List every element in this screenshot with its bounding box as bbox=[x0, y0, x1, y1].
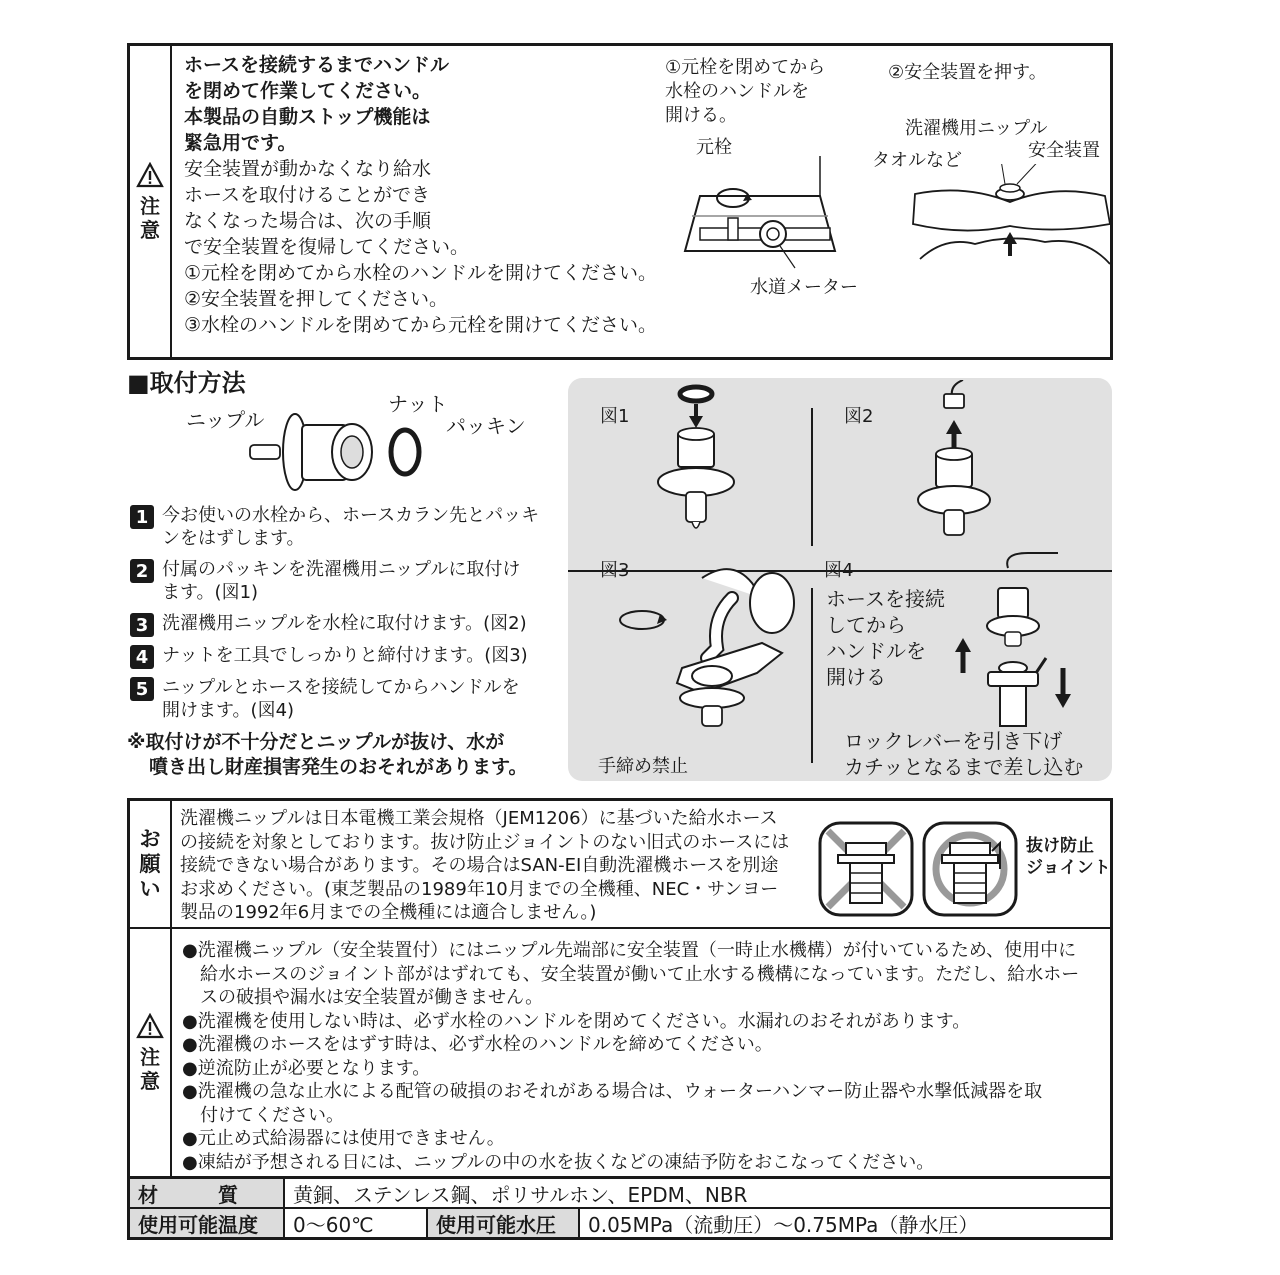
caution-label-column bbox=[130, 46, 172, 357]
request-label-char: 願 bbox=[139, 851, 161, 876]
caution-line: ③水栓のハンドルを閉めてから元栓を開けてください。 bbox=[184, 314, 658, 336]
fig4-line: 開ける bbox=[826, 665, 886, 689]
joint-label: 抜け防止 bbox=[1026, 836, 1094, 856]
safety-device-label: 安全装置 bbox=[1028, 140, 1100, 161]
spec-material-value: 黄銅、ステンレス鋼、ポリサルホン、EPDM、NBR bbox=[293, 1182, 748, 1207]
warning-triangle-icon bbox=[136, 162, 164, 188]
fig1-step-line: 水栓のハンドルを bbox=[665, 81, 809, 102]
caution-bold-line: ホースを接続するまでハンドル bbox=[184, 54, 450, 76]
request-line: お求めください。(東芝製品の1989年10月までの全機種、NEC・サンヨー bbox=[180, 878, 779, 900]
part-nipple-label: ニップル bbox=[186, 408, 265, 432]
request-line: 接続できない場合があります。その場合はSAN-EI自動洗濯機ホースを別途 bbox=[180, 855, 779, 876]
install-step bbox=[130, 612, 560, 637]
fig4-line: ハンドルを bbox=[826, 639, 926, 663]
caution-line: で安全装置を復帰してください。 bbox=[184, 236, 470, 258]
caution-label-char: 注 bbox=[140, 1044, 160, 1069]
part-packing-label: パッキン bbox=[446, 414, 526, 438]
step-number: 4 bbox=[130, 645, 154, 669]
spec-row-material bbox=[130, 1177, 1110, 1207]
install-step bbox=[130, 676, 560, 722]
spec-row-temp-pressure bbox=[130, 1207, 1110, 1237]
water-meter-label: 水道メーター bbox=[750, 277, 858, 298]
step-text: ンをはずします。 bbox=[162, 528, 305, 549]
caution-line: ①元栓を閉めてから水栓のハンドルを開けてください。 bbox=[184, 262, 658, 284]
step-number: 5 bbox=[130, 677, 154, 701]
fig2-label: 図2 bbox=[844, 406, 874, 427]
caution-label-char: 意 bbox=[140, 1068, 160, 1093]
spec-material-head: 材 質 bbox=[130, 1179, 285, 1207]
warning-triangle-icon bbox=[136, 1013, 164, 1039]
fig1-step-line: 開ける。 bbox=[665, 105, 737, 126]
caution-bullet-line: ●洗濯機を使用しない時は、必ず水栓のハンドルを閉めてください。水漏れのおそれがあります。 bbox=[182, 1010, 971, 1032]
fig4-bottom-line: カチッとなるまで差し込む bbox=[844, 755, 1084, 779]
caution-label-column bbox=[130, 929, 172, 1176]
request-label-char: お bbox=[139, 826, 161, 851]
hose-without-joint-icon bbox=[818, 821, 914, 917]
fig2-illustration bbox=[908, 380, 998, 550]
fig4-line: してから bbox=[826, 613, 906, 637]
caution-label-char: 注 bbox=[140, 193, 160, 218]
request-line: の接続を対象としております。抜け防止ジョイントのない旧式のホースには bbox=[180, 831, 790, 853]
install-warning-line: ※取付けが不十分だとニップルが抜け、水が bbox=[127, 731, 505, 753]
motosen-label: 元栓 bbox=[696, 137, 732, 158]
step-text: 今お使いの水栓から、ホースカラン先とパッキ bbox=[162, 505, 540, 526]
caution-label-char: 意 bbox=[140, 217, 160, 242]
request-label-column bbox=[130, 801, 172, 927]
fig3-illustration bbox=[612, 558, 812, 748]
joint-label: ジョイント bbox=[1026, 858, 1111, 878]
hose-with-joint-icon bbox=[922, 821, 1018, 917]
spec-temp-value: 0～60℃ bbox=[285, 1209, 428, 1237]
caution-box-top bbox=[127, 43, 1113, 360]
caution-line: ホースを取付けることができ bbox=[184, 184, 431, 206]
towel-label: タオルなど bbox=[872, 150, 962, 171]
fig2-title: ②安全装置を押す。 bbox=[888, 62, 1047, 83]
step-text: 付属のパッキンを洗濯機用ニップルに取付け bbox=[162, 559, 521, 580]
nipple-label: 洗濯機用ニップル bbox=[905, 118, 1048, 139]
caution-bold-line: 本製品の自動ストップ機能は bbox=[184, 106, 431, 128]
caution-bullet-line: ●元止め式給湯器には使用できません。 bbox=[182, 1128, 505, 1149]
fig1-label: 図1 bbox=[600, 406, 630, 427]
step-number: 2 bbox=[130, 559, 154, 583]
caution-bullet-line: ●逆流防止が必要となります。 bbox=[182, 1057, 431, 1079]
step-number: 3 bbox=[130, 613, 154, 637]
caution-bold-line: を閉めて作業してください。 bbox=[184, 80, 432, 102]
caution-bullet-line: 給水ホースのジョイント部がはずれても、安全装置が働いて止水する機構になっています。ただし、給水ホー bbox=[200, 963, 1080, 985]
parts-illustration bbox=[240, 400, 440, 500]
install-step bbox=[130, 558, 560, 604]
fig4-label: 図4 bbox=[824, 560, 854, 581]
spec-pressure-value: 0.05MPa（流動圧）～0.75MPa（静水圧） bbox=[588, 1212, 979, 1237]
install-warning-line: 噴き出し財産損害発生のおそれがあります。 bbox=[149, 756, 528, 778]
fig3-note: 手締め禁止 bbox=[598, 756, 688, 777]
caution-line: 安全装置が動かなくなり給水 bbox=[184, 158, 432, 180]
step-text: ます。(図1) bbox=[162, 582, 259, 603]
caution-bullet-line: ●洗濯機ニップル（安全装置付）にはニップル先端部に安全装置（一時止水機構）が付いているため、使用中に bbox=[182, 940, 1077, 961]
fig4-line: ホースを接続 bbox=[826, 587, 945, 611]
caution-bullet-line: ●洗濯機の急な止水による配管の破損のおそれがある場合は、ウォーターハンマー防止器や水撃低減器を取 bbox=[182, 1081, 1043, 1102]
install-heading: ■取付方法 bbox=[127, 369, 246, 397]
caution-bullet-line: ●洗濯機のホースをはずす時は、必ず水栓のハンドルを締めてください。 bbox=[182, 1034, 773, 1055]
figure-panel bbox=[568, 378, 1112, 781]
fig1-illustration bbox=[656, 382, 736, 542]
caution-bold-line: 緊急用です。 bbox=[184, 132, 297, 154]
towel-press-illustration bbox=[905, 164, 1115, 284]
caution-bullet-line: スの破損や漏水は安全装置が働きません。 bbox=[200, 987, 544, 1008]
step-number: 1 bbox=[130, 505, 154, 529]
spec-temp-head: 使用可能温度 bbox=[130, 1209, 285, 1237]
caution-bullet-line: ●凍結が予想される日には、ニップルの中の水を抜くなどの凍結予防をおこなってください。 bbox=[182, 1151, 935, 1173]
request-line: 洗濯機ニップルは日本電機工業会規格（JEM1206）に基づいた給水ホース bbox=[180, 808, 778, 829]
caution-bullet-line: 付けてください。 bbox=[200, 1104, 344, 1126]
request-label-char: い bbox=[139, 876, 161, 901]
step-text: 開けます。(図4) bbox=[162, 700, 295, 721]
spec-pressure-head: 使用可能水圧 bbox=[428, 1209, 580, 1237]
fig4-bottom-line: ロックレバーを引き下げ bbox=[844, 729, 1063, 753]
step-text: ナットを工具でしっかりと締付けます。(図3) bbox=[162, 645, 528, 666]
fig1-step-line: ①元栓を閉めてから bbox=[665, 57, 826, 78]
fig4-illustration bbox=[948, 548, 1088, 728]
step-text: ニップルとホースを接続してからハンドルを bbox=[162, 677, 520, 698]
request-caution-box bbox=[127, 798, 1113, 1179]
caution-line: なくなった場合は、次の手順 bbox=[184, 210, 432, 232]
step-text: 洗濯機用ニップルを水栓に取付けます。(図2) bbox=[162, 613, 527, 634]
install-step bbox=[130, 504, 560, 550]
meter-box-illustration bbox=[670, 156, 850, 276]
install-step bbox=[130, 644, 560, 669]
spec-table bbox=[127, 1177, 1113, 1240]
request-line: 製品の1992年6月までの全機種には適合しません。) bbox=[180, 902, 597, 923]
caution-line: ②安全装置を押してください。 bbox=[184, 288, 449, 310]
fig3-label: 図3 bbox=[600, 560, 630, 581]
part-nut-label: ナット bbox=[388, 392, 448, 416]
